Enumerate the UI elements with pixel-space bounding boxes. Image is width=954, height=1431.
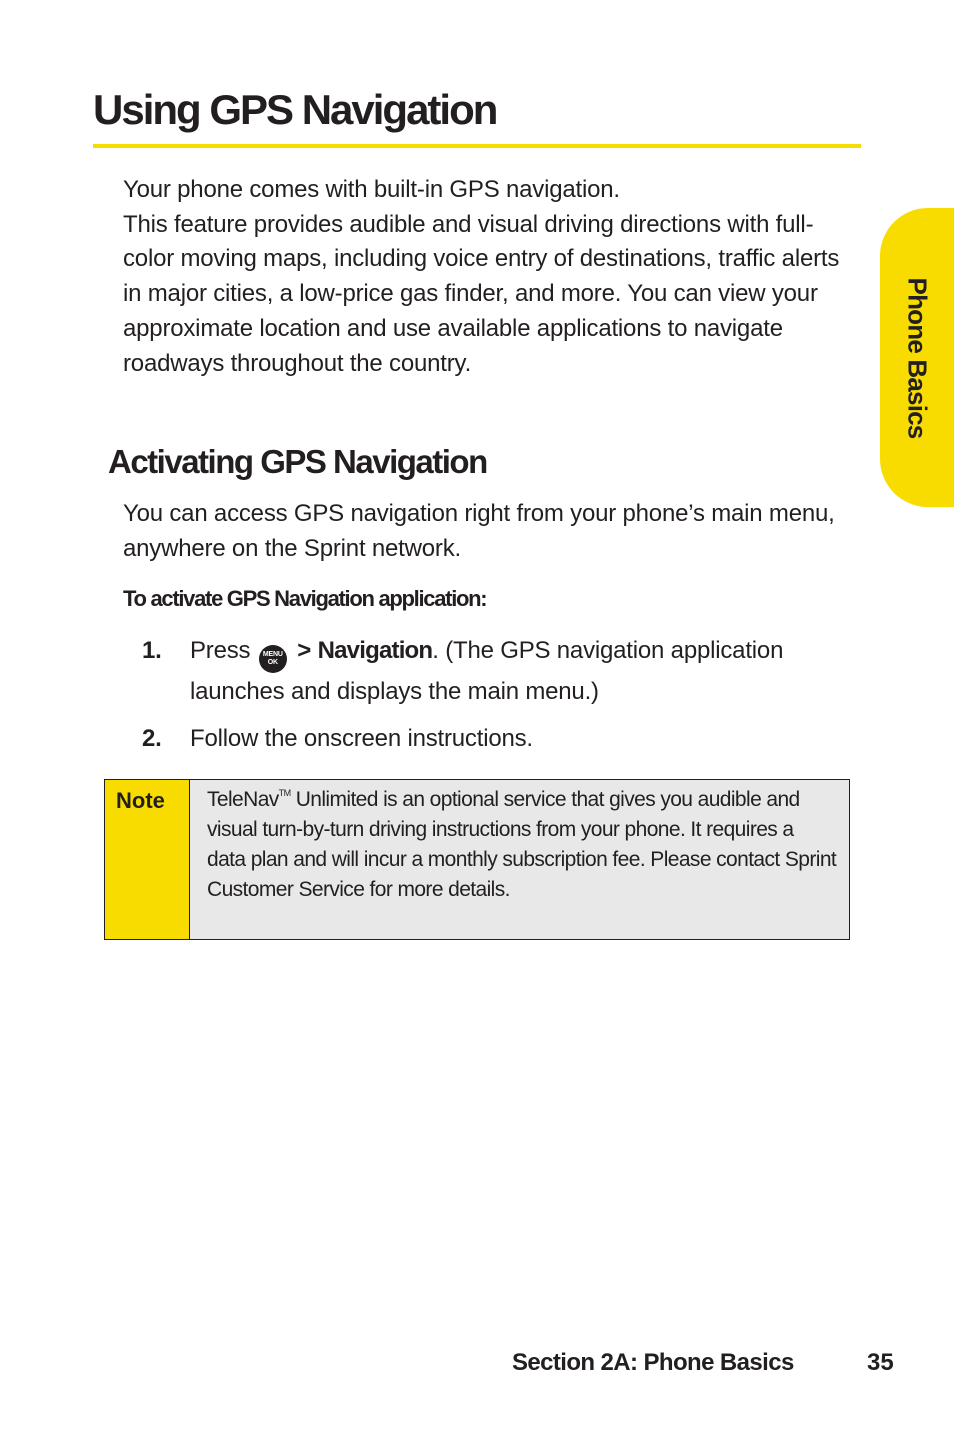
- step-body: Follow the onscreen instructions.: [190, 725, 533, 752]
- footer-page-number: 35: [867, 1349, 894, 1376]
- note-label: Note: [105, 780, 190, 939]
- intro-line-1: Your phone comes with built-in GPS navigation.: [123, 176, 620, 203]
- note-brand: TeleNav: [207, 788, 279, 811]
- step-rest-text: . (The GPS navigation application launches and displays the main menu.): [190, 637, 784, 705]
- procedure-heading: To activate GPS Navigation application:: [123, 586, 487, 611]
- menu-target: Navigation: [317, 637, 433, 664]
- title-rule: [93, 144, 861, 148]
- section-text: You can access GPS navigation right from your phone’s main menu, anywhere on the Sprint network.: [123, 500, 835, 562]
- step-number: 2.: [142, 725, 162, 752]
- note-box: [104, 779, 850, 940]
- trademark-mark: TM: [278, 788, 291, 798]
- intro-line-2: This feature provides audible and visual driving directions with full-color moving maps, including voice entry of destinations, traffic alerts in major cities, a low-price gas finder, and more. You can view your approximate location and use available applications to navigate roadways throughout the country.: [123, 210, 840, 377]
- page-title: Using GPS Navigation: [93, 86, 497, 133]
- section-heading: Activating GPS Navigation: [108, 443, 487, 480]
- note-text: [190, 780, 849, 939]
- side-section-tab: [880, 208, 954, 507]
- step-number: 1.: [142, 637, 162, 664]
- menu-arrow: >: [297, 637, 312, 664]
- step-press-text: Press: [190, 637, 251, 664]
- note-body: Unlimited is an optional service that gives you audible and visual turn-by-turn driving instructions from your phone. It requires a data plan and will incur a monthly subscription fee. Please contact Sprint Customer Service for more details.: [207, 788, 837, 901]
- footer-section-label: Section 2A: Phone Basics: [512, 1349, 794, 1376]
- side-tab-label: Phone Basics: [902, 277, 933, 438]
- menu-ok-key-icon: MENU OK: [259, 645, 287, 673]
- intro-paragraph: [123, 173, 863, 381]
- step-body: [190, 632, 870, 710]
